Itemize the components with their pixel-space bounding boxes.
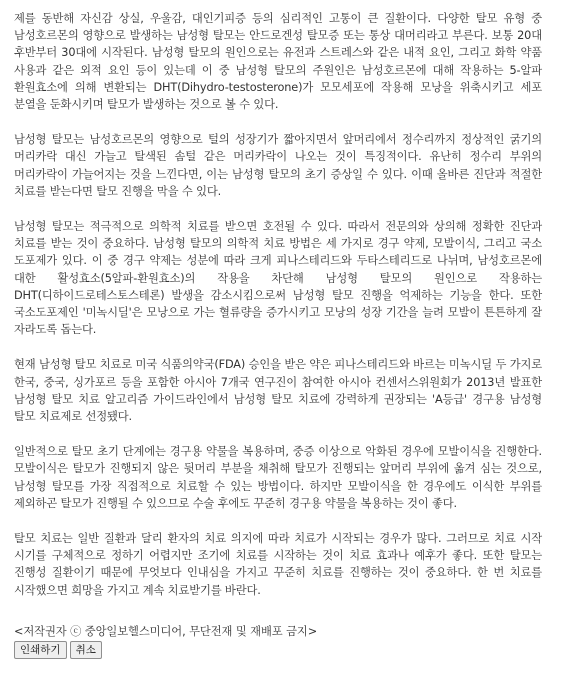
article-paragraph: 현재 남성형 탈모 치료로 미국 식품의약국(FDA) 승인을 받은 약은 피나스테리드와 바르는 미녹시딜 두 가지로 한국, 중국, 싱가포르 등을 포함한 아시아 7개국 연구진이 참여한 아시아 컨센서스위원회가 2013년 발표한 남성형 탈모 치료 알고리즘 가이드라인에서 남성형 탈모 치료에 강력하게 권장되는 'A등급' 경구용 남성형 탈모 치료제로 선정됐다.: [14, 358, 542, 424]
article-paragraph: 남성형 탈모는 적극적으로 의학적 치료를 받으면 호전될 수 있다. 따라서 전문의와 상의해 정확한 진단과 치료를 받는 것이 중요하다. 남성형 탈모의 의학적 치료 방법은 세 가지로 경구 약제, 모발이식, 그리고 국소 도포제가 있다. 이 중 경구 약제는 성분에 따라 크게 피나스테리드와 두타스테리드로 나뉘며, 남성호르몬에 대한 활성효소(5알파-환원효소)의 작용을 차단해 남성형 탈모의 원인으로 작용하는 DHT(디하이드로테스토스테론) 발생을 감소시킴으로써 남성형 탈모 진행을 억제하는 기능을 한다. 또한 국소도포제인 '미녹시딜'은 모낭으로 가는 혈류량을 증가시키고 모낭의 성장 기간을 늘려 모발이 튼튼하게 잘 자라도록 돕는다.: [14, 220, 542, 337]
copyright-notice: <저작권자 ⓒ 중앙일보헬스미디어, 무단전재 및 재배포 금지>: [14, 625, 318, 638]
article-paragraph: 일반적으로 탈모 초기 단계에는 경구용 약물을 복용하며, 중증 이상으로 악화된 경우에 모발이식을 진행한다. 모발이식은 탈모가 진행되지 않은 뒷머리 부분을 채취해 탈모가 진행되는 앞머리 부위에 옮겨 심는 것으로, 남성형 탈모를 가장 직접적으로 치료할 수 있는 방법이다. 하지만 모발이식을 한 경우에도 이식한 부위를 제외하곤 탈모가 진행될 수 있으므로 수술 후에도 꾸준히 경구용 약물을 복용하는 것이 좋다.: [14, 445, 542, 510]
print-button[interactable]: 인쇄하기: [14, 641, 67, 659]
action-buttons: [14, 641, 102, 659]
article-paragraph: 제를 동반해 자신감 상실, 우울감, 대인기피증 등의 심리적인 고통이 큰 질환이다. 다양한 탈모 유형 중 남성호르몬의 영향으로 발생하는 남성형 탈모는 안드로겐성 탈모증 또는 통상 대머리라고 부른다. 보통 20대 후반부터 30대에 시작된다. 남성형 탈모의 원인으로는 유전과 스트레스와 같은 내적 요인, 그리고 화학 약품 사용과 같은 외적 요인 등이 있는데 이 중 남성형 탈모의 주원인은 남성호르몬에 대해 작용하는 5-알파 환원효소에 의해 변환되는 DHT(Dihydro-testosterone)가 모모세포에 작용해 모낭을 위축시키고 세포 분열을 둔화시키며 탈모가 발생하는 것으로 볼 수 있다.: [14, 12, 542, 112]
cancel-button[interactable]: 취소: [70, 641, 102, 659]
article-body: [14, 10, 542, 617]
article-paragraph: 탈모 치료는 일반 질환과 달리 환자의 치료 의지에 따라 치료가 시작되는 경우가 많다. 그러므로 치료 시작 시기를 구체적으로 정하기 어렵지만 조기에 치료를 시작하는 것이 치료 효과나 예후가 좋다. 또한 탈모는 진행성 질환이기 때문에 무엇보다 인내심을 가지고 꾸준히 치료를 진행하는 것이 중요하다. 한 번 치료를 시작했으면 희망을 가지고 계속 치료받기를 바란다.: [14, 532, 542, 597]
article-paragraph: 남성형 탈모는 남성호르몬의 영향으로 털의 성장기가 짧아지면서 앞머리에서 정수리까지 정상적인 굵기의 머리카락 대신 가늘고 탈색된 솜털 같은 머리카락이 나오는 것이 특징적이다. 유난히 정수리 부위의 머리카락이 가늘어지는 것을 느낀다면, 이는 남성형 탈모의 초기 증상일 수 있다. 이때 올바른 진단과 적절한 치료를 받는다면 탈모 진행을 막을 수 있다.: [14, 133, 542, 198]
